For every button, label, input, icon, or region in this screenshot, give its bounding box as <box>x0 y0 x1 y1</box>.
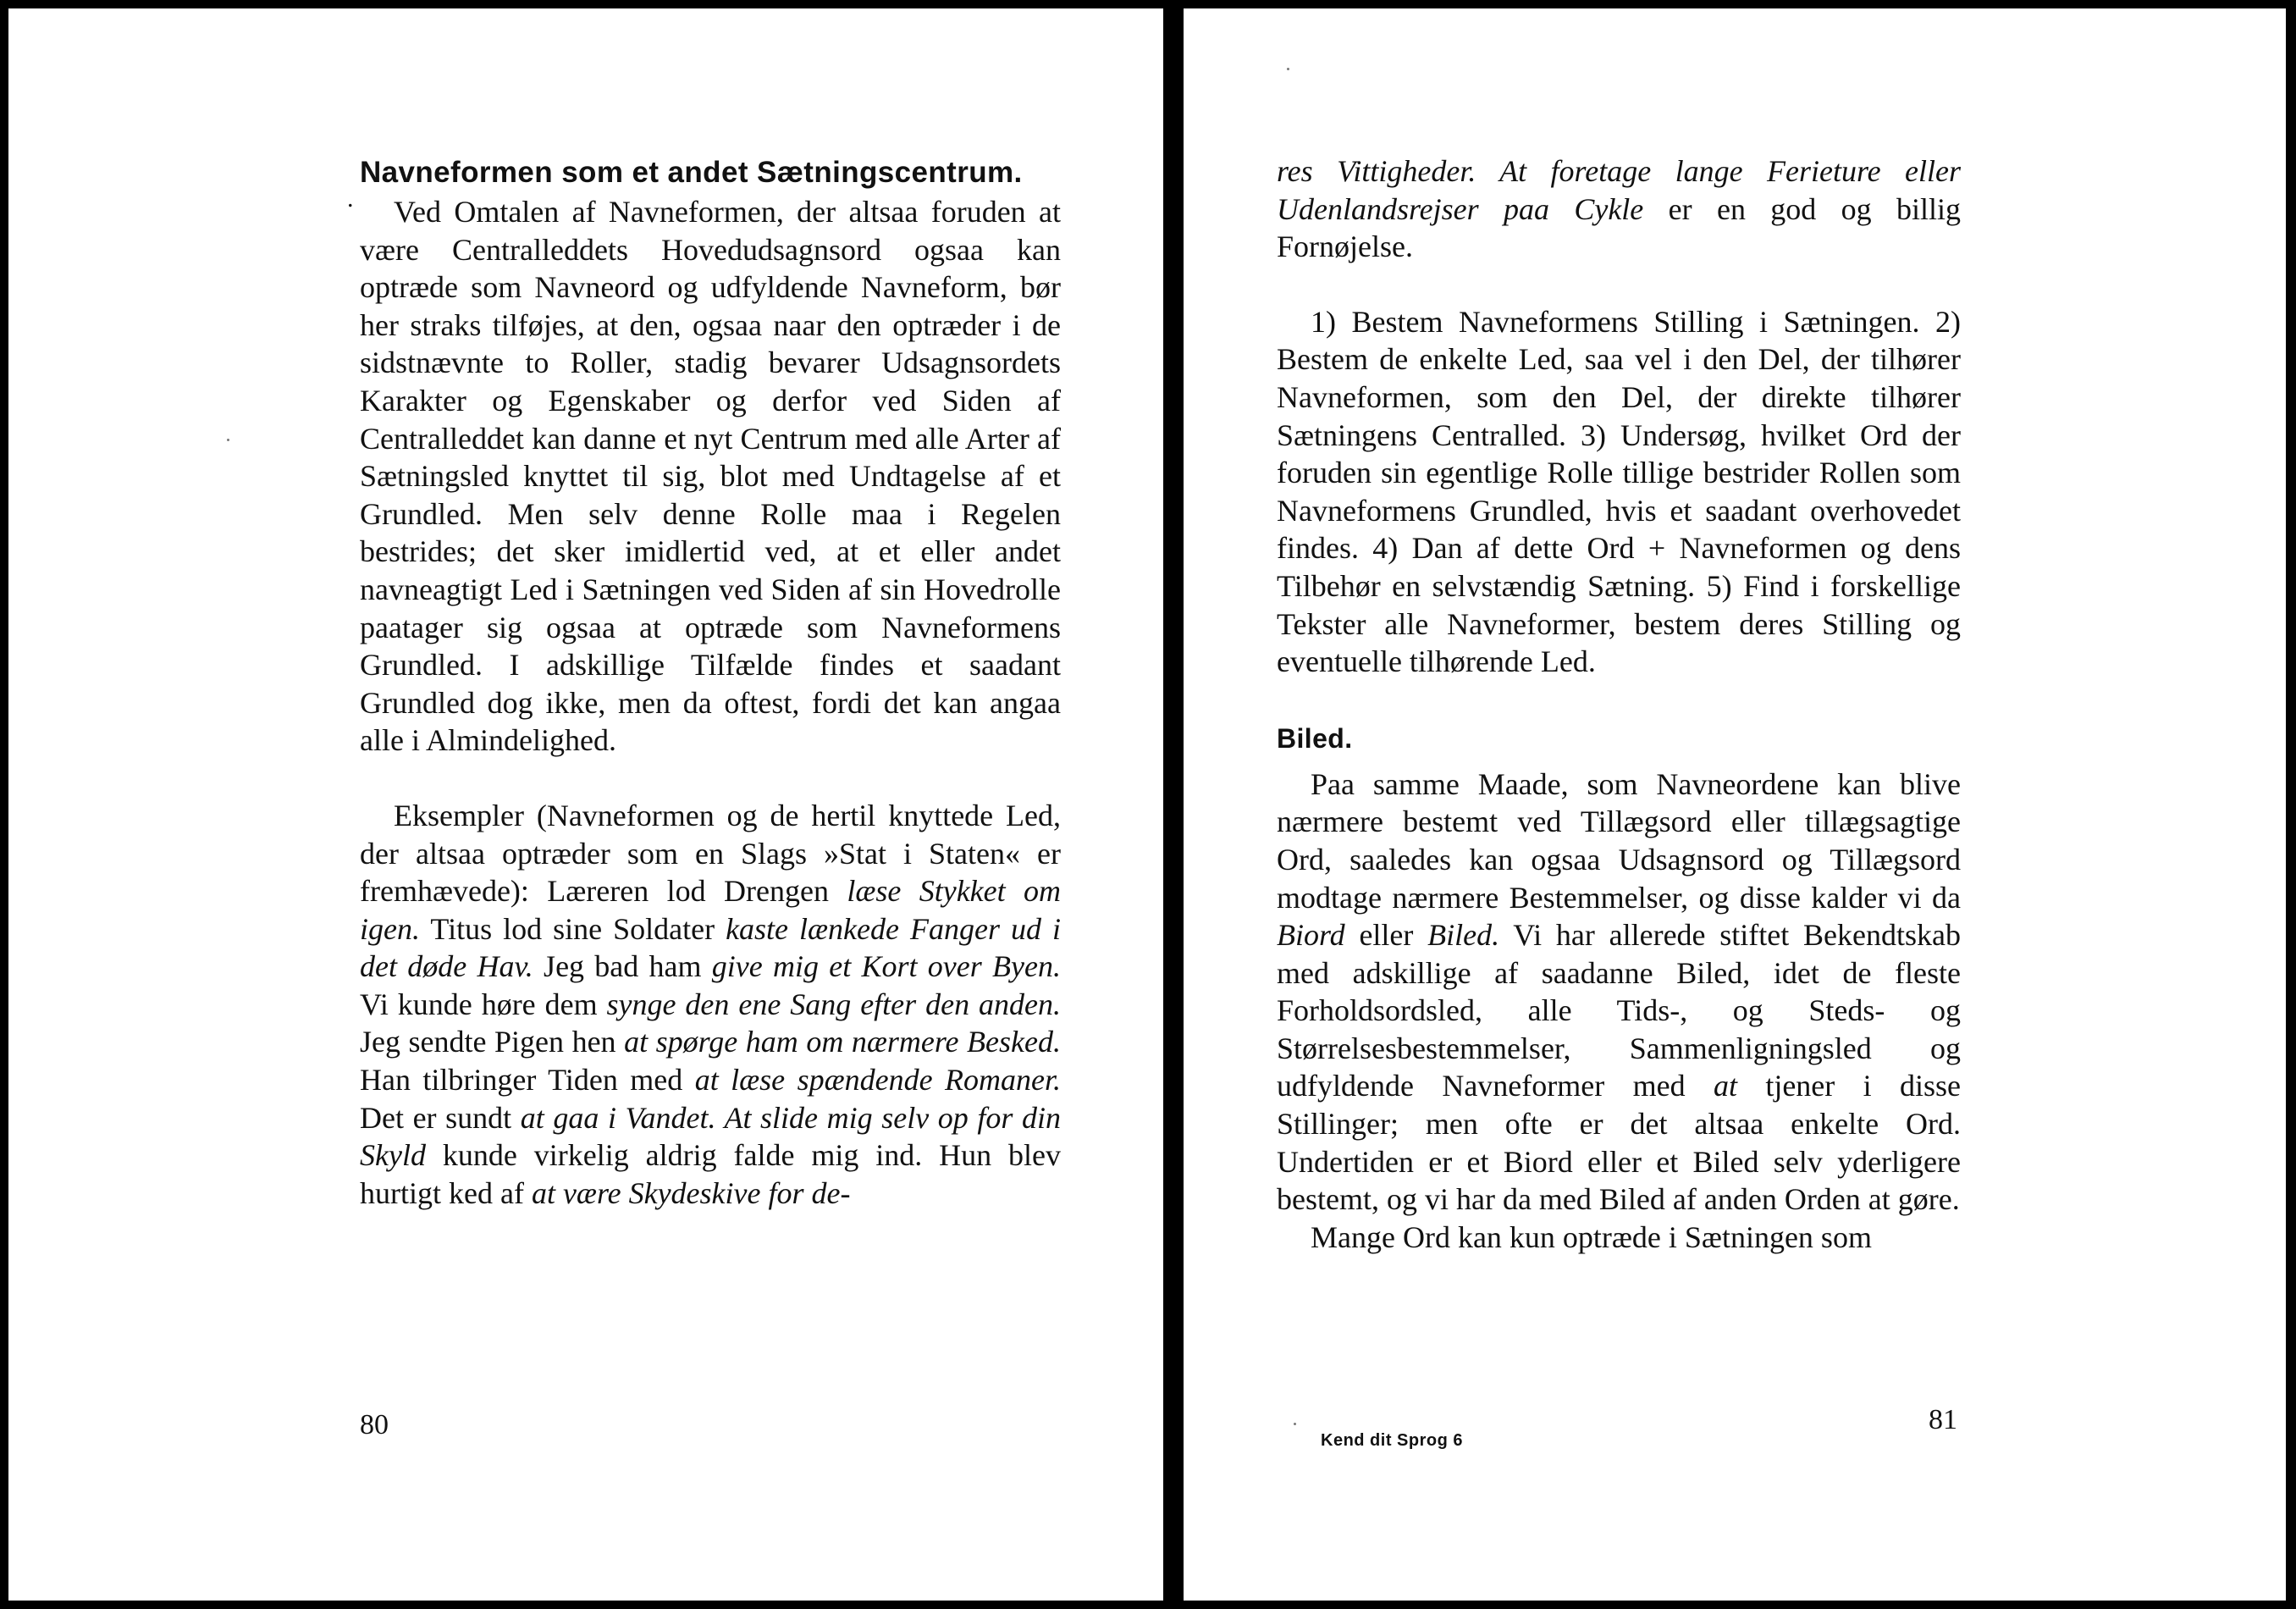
italic-run: at være Skydeskive for de- <box>531 1175 851 1210</box>
text-run: kunde virkelig aldrig falde mig ind. Hun blev hurtigt ked af <box>360 1138 1061 1210</box>
italic-run: give mig et Kort over Byen. <box>711 949 1061 984</box>
paragraph: Ved Omtalen af Navneformen, der altsaa foruden at være Centralleddets Hovedudsagnsord ogsaa kan optræde som Navneord og udfyldende Navneform, bør her straks tilføjes, at den, ogsaa naar den optræder i de sidstnævnte to Roller, stadig bevarer Udsagnsordets Karakter og Egenskaber og derfor ved Siden af Centralleddet kan danne et nyt Centrum med alle Arter af Sætningsled knyttet til sig, blot med Undtagelse af et Grundled. Men selv denne Rolle maa i Regelen bestrides; det sker imidlertid ved, at et eller andet navneagtigt Led i Sætningen ved Siden af sin Hovedrolle paatager sig ogsaa at optræde som Navneformens Grundled. I adskillige Tilfælde findes et saadant Grundled dog ikke, men da oftest, fordi det kan angaa alle i Almindelighed. <box>360 195 1061 758</box>
italic-run: at gaa i Vandet. At slide mig selv op for din Skyld <box>360 1100 1061 1173</box>
italic-run: at spørge ham om nærmere Besked. <box>624 1025 1061 1059</box>
text-run: Vi har allerede stiftet Bekendtskab med adskillige af saadanne Biled, idet de fleste Forholdsordsled, alle Tids-, og Steds- og Størrelsesbestemmelser, Sammenligningsled og udfyldende Navneformer med <box>1277 918 1961 1103</box>
section-heading: Navneformen som et andet Sætningscentrum. <box>360 156 1023 189</box>
right-text-column <box>1277 152 1961 1256</box>
text-run: Jeg bad ham <box>533 949 712 984</box>
italic-run: Biled. <box>1427 918 1500 953</box>
text-run: Paa samme Maade, som Navneordene kan blive nærmere bestemt ved Tillægsord eller tillægsagtige Ord, saaledes kan ogsaa Udsagnsord og Tillægsord modtage nærmere Bestemmelser, og disse kalder vi da <box>1277 766 1961 915</box>
left-text-column <box>360 152 1061 1212</box>
page-number: 81 <box>1929 1404 1957 1435</box>
text-run: Eksempler (Navneformen og de hertil knyttede Led, der altsaa optræder som en Slags »Stat i Staten« er fremhævede): Læreren lod Drengen <box>360 798 1061 909</box>
paragraph <box>1277 766 1961 1219</box>
exercises-paragraph: 1) Bestem Navneformens Stilling i Sætningen. 2) Bestem de enkelte Led, saa vel i den Del, der tilhører Navneformen, som den Del, der direkte tilhører Sætningens Centralled. 3) Undersøg, hvilket Ord der foruden sin egentlige Rolle tillige bestrider Rollen som Navneformens Grundled, hvis et saadant overhovedet findes. 4) Dan af dette Ord + Navneformen og dens Tilbehør en selvstændig Sætning. 5) Find i forskellige Tekster alle Navneformer, bestem deres Stilling og eventuelle tilhørende Led. <box>1277 304 1961 679</box>
text-run: er en god og billig Fornøjelse. <box>1277 191 1962 264</box>
paper-speck <box>1294 1423 1296 1425</box>
section-heading: Biled. <box>1277 722 1353 754</box>
margin-dot: . <box>347 185 354 213</box>
italic-run: Biord <box>1277 918 1345 953</box>
paper-speck <box>1287 68 1289 70</box>
text-run: eller <box>1344 918 1428 953</box>
italic-run: res Vittigheder. At foretage lange Ferieture eller Udenlandsrejser paa Cykle <box>1277 154 1961 226</box>
signature-mark: Kend dit Sprog 6 <box>1321 1431 1463 1450</box>
text-run: tjener i disse Stillinger; men ofte er det altsaa enkelte Ord. Undertiden er et Biord eller et Biled selv yderligere bestemt, og vi har da med Biled af anden Orden at gøre. <box>1277 1069 1962 1217</box>
text-run: Jeg sendte Pigen hen <box>360 1025 625 1059</box>
left-page <box>8 8 1163 1601</box>
paragraph: Mange Ord kan kun optræde i Sætningen som <box>1311 1219 1872 1254</box>
page-number: 80 <box>360 1409 389 1440</box>
examples-paragraph <box>360 797 1061 1213</box>
right-page <box>1184 8 2286 1601</box>
text-run: Titus lod sine Soldater <box>419 911 726 946</box>
text-run: Han tilbringer Tiden med <box>360 1063 695 1098</box>
italic-run: læse Stykket om igen. <box>360 874 1062 946</box>
text-run: Vi kunde høre dem <box>360 987 607 1021</box>
italic-run: at læse spændende Romaner. <box>694 1063 1061 1098</box>
italic-run: synge den ene Sang efter den anden. <box>606 987 1061 1021</box>
text-run: Det er sundt <box>360 1100 521 1135</box>
italic-run: kaste lænkede Fanger ud i det døde Hav. <box>360 911 1061 984</box>
paper-speck <box>227 439 229 441</box>
paragraph <box>1277 152 1961 266</box>
italic-run: at <box>1713 1069 1737 1103</box>
